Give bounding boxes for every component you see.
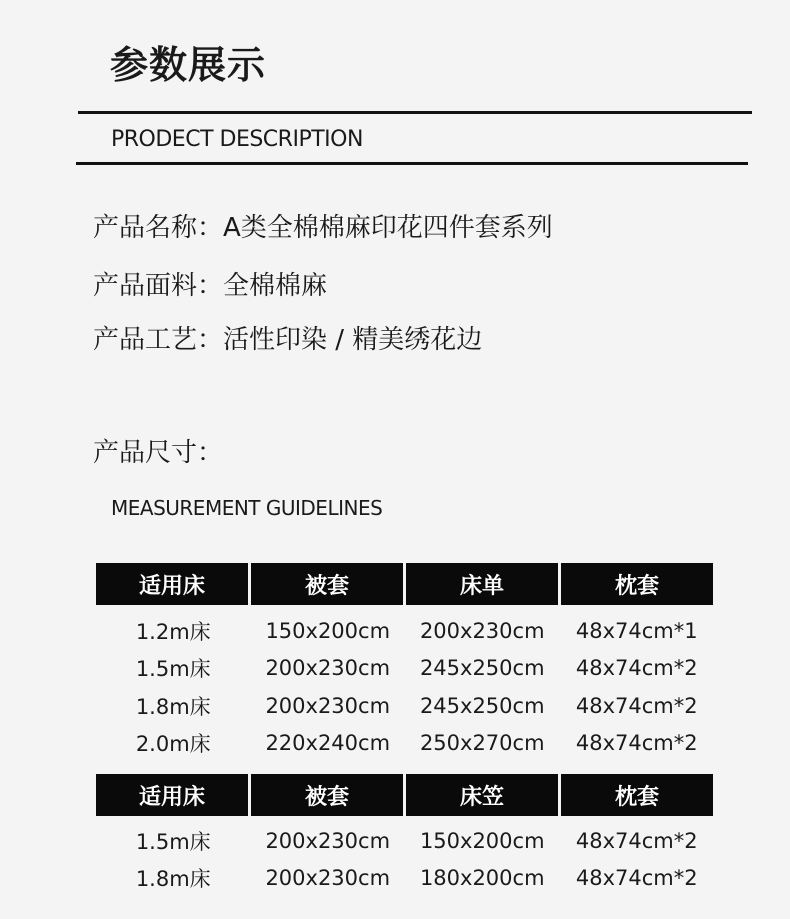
table-header	[96, 774, 714, 816]
header-cell: 被套	[251, 563, 403, 605]
info-value: 活性印染 / 精美绣花边	[223, 325, 483, 355]
table-cell: 150x200cm	[419, 828, 545, 853]
header-cell: 枕套	[561, 563, 713, 605]
info-value: A类全棉棉麻印花四件套系列	[223, 213, 553, 243]
header-cell: 床单	[406, 563, 558, 605]
info-label: 产品面料：	[93, 271, 224, 301]
size-section-title: 产品尺寸：	[93, 438, 224, 468]
table-cell: 48x74cm*2	[575, 828, 698, 853]
table-cell: 48x74cm*2	[575, 656, 698, 681]
table-cell: 245x250cm	[419, 693, 545, 718]
table-cell: 200x230cm	[265, 828, 391, 853]
info-row-name	[93, 215, 553, 241]
table-cell: 200x230cm	[265, 693, 391, 718]
bottom-divider	[76, 162, 748, 165]
table-cell: 48x74cm*2	[575, 731, 698, 756]
table-header	[96, 563, 714, 605]
table-cell: 250x270cm	[419, 731, 545, 756]
table-cell: 200x230cm	[265, 866, 391, 891]
page-subtitle: PRODECT DESCRIPTION	[111, 127, 363, 152]
table-cell: 1.8m床	[135, 694, 211, 719]
info-label: 产品工艺：	[93, 325, 224, 355]
page-title: 参数展示	[110, 43, 267, 87]
table-row	[96, 687, 714, 725]
table-cell: 200x230cm	[419, 618, 545, 643]
table-cell: 180x200cm	[419, 866, 545, 891]
header-cell: 枕套	[561, 774, 713, 816]
header-cell: 被套	[251, 774, 403, 816]
table-cell: 48x74cm*1	[575, 618, 698, 643]
table-cell: 2.0m床	[135, 732, 211, 757]
table-row	[96, 725, 714, 763]
header-cell: 床笠	[406, 774, 558, 816]
size-section-subtitle: MEASUREMENT GUIDELINES	[111, 496, 383, 520]
header-cell: 适用床	[96, 774, 248, 816]
table-cell: 48x74cm*2	[575, 693, 698, 718]
header-cell: 适用床	[96, 563, 248, 605]
table-cell: 1.2m床	[135, 619, 211, 644]
info-row-fabric	[93, 273, 327, 299]
table-row	[96, 612, 714, 650]
table-row	[96, 860, 714, 898]
table-cell: 48x74cm*2	[575, 866, 698, 891]
size-table-flat-sheet	[96, 563, 714, 762]
top-divider	[78, 111, 752, 114]
table-cell: 150x200cm	[265, 618, 391, 643]
info-value: 全棉棉麻	[223, 271, 328, 301]
table-cell: 1.5m床	[135, 657, 211, 682]
table-cell: 1.8m床	[135, 867, 211, 892]
info-row-craft	[93, 327, 482, 353]
table-cell: 220x240cm	[265, 731, 391, 756]
table-cell: 245x250cm	[419, 656, 545, 681]
size-table-fitted-sheet	[96, 774, 714, 897]
table-row	[96, 822, 714, 860]
table-cell: 1.5m床	[135, 829, 211, 854]
table-row	[96, 650, 714, 688]
table-cell: 200x230cm	[265, 656, 391, 681]
info-label: 产品名称：	[93, 213, 224, 243]
